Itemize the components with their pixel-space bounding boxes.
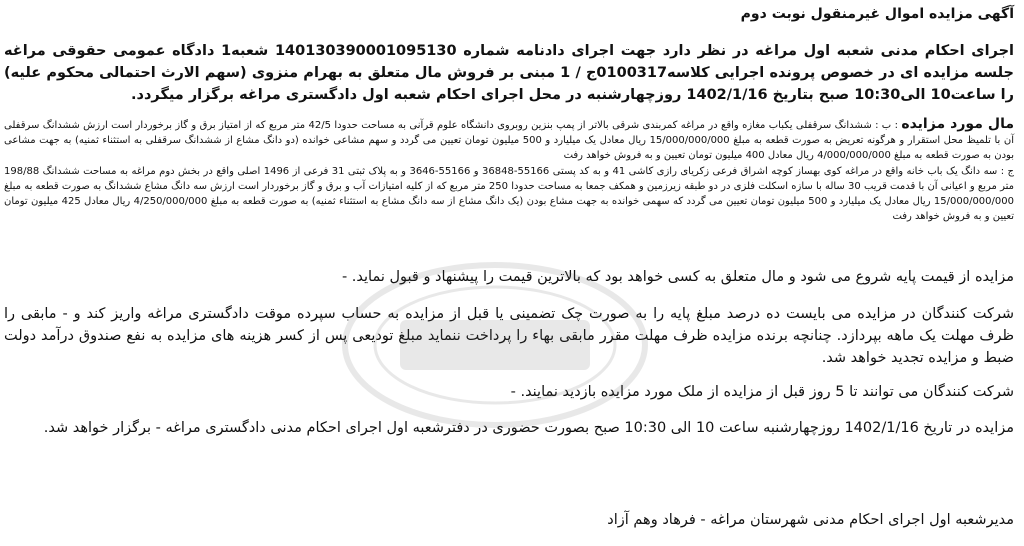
notice-title: آگهی مزایده اموال غیرمنقول نوبت دوم bbox=[740, 6, 1014, 22]
notice-intro: اجرای احکام مدنی شعبه اول مراغه در نظر دارد جهت اجرای دادنامه شماره 140130390001095130 شعبه1 دادگاه عمومی حقوقی مراغه جلسه مزایده ای در خصوص پرونده اجرایی کلاسه0100317ج / 1 مبنی بر فروش مال متعلق به بهرام منزوی (سهم الارث احتمالی محکوم علیه) را ساعت10 الی10:30 صبح بتاریخ 1402/1/16 روزچهارشنبه در محل اجرای احکام شعبه اول دادگستری مراغه برگزار میگردد. bbox=[4, 43, 1014, 103]
auction-items-label: مال مورد مزایده bbox=[901, 116, 1014, 132]
condition-visit: شرکت کنندگان می توانند تا 5 روز قبل از مزایده از ملک مورد مزایده بازدید نمایند. - bbox=[510, 384, 1014, 400]
condition-deposit: شرکت کنندگان در مزایده می بایست ده درصد مبلغ پایه را به صورت چک تضمینی یا قبل از مزایده به حساب سپرده موقت دادگستری مراغه واریز کند و - مابقی را ظرف مهلت یک ماهه بپردازد. چنانچه برنده مزایده ظرف مهلت مقرر مابقی بهاء را پرداخت ننماید مبلغ تودیعی پس از کسر هزینه های مزایده به نفع صندوق درآمد دولت ضبط و مزایده تجدید خواهد شد. bbox=[4, 306, 1014, 366]
signature-line: مدیرشعبه اول اجرای احکام مدنی شهرستان مراغه - فرهاد وهم آزاد bbox=[607, 512, 1014, 528]
auction-items bbox=[4, 117, 1014, 224]
notice-document bbox=[4, 0, 1018, 546]
condition-date: مزایده در تاریخ 1402/1/16 روزچهارشنبه ساعت 10 الی 10:30 صبح بصورت حضوری در دفترشعبه اول اجرای احکام مدنی دادگستری مراغه - برگزار خواهد شد. bbox=[43, 420, 1014, 436]
item-c-description: ج : سه دانگ یک باب خانه واقع در مراغه کوی بهساز کوچه اشراق فرعی زکریای رازی کاشی 41 و به کد پستی 55166-36848 و 55166-3646 و به پلاک ثبتی 31 فرعی از 1496 اصلی واقع در بخش دوم مراغه به مساحت ششدانگ 198/88 متر مربع و اعیانی آن با قدمت قریب 30 ساله با سازه اسکلت فلزی در دو طبقه زیرزمین و همکف جمعا به مساحت حدودا 250 متر مربع که از کلیه امتیازات آب و برق و گاز برخوردار است ارزش سه دانگ مشاع ششدانگ به صورت قطعه به مبلغ 15/000/000/000 ریال معادل یک میلیارد و 500 میلیون تومان تعیین می گردد که سهمی خوانده به جهت مشاع بودن (یک دانگ مشاع از سه دانگ مشاع به استثناء ثمنیه) به صورت قطعه به مبلغ 4/250/000/000 ریال معادل 425 میلیون تومان تعیین و به فروش خواهد رفت bbox=[4, 165, 1015, 223]
item-b-description: : ب : ششدانگ سرقفلی یکباب مغازه واقع در مراغه کمربندی شرقی بالاتر از پمپ بنزین روبروی دانشگاه علوم قرآنی به مساحت حدودا 42/5 متر مربع که از امتیاز برق و گاز برخوردار است ارزش ششدانگ سرقفلی آن با تلمیظ محل استقرار و هرگونه تعریض به صورت قطعه به مبلغ 15/000/000/000 ریال معادل یک میلیارد و 500 میلیون تومان تعیین می گردد و سهم مشاعی خوانده (دو دانگ مشاع از ششدانگ سرقفلی به استثناء ثمنیه) به جهت مشاعی بودن به صورت قطعه به مبلغ 4/000/000/000 ریال معادل 400 میلیون تومان تعیین و به فروش خواهد رفت bbox=[4, 120, 1014, 162]
condition-base-price: مزایده از قیمت پایه شروع می شود و مال متعلق به کسی خواهد بود که بالاترین قیمت را پیشنهاد و قبول نماید. - bbox=[341, 269, 1014, 285]
